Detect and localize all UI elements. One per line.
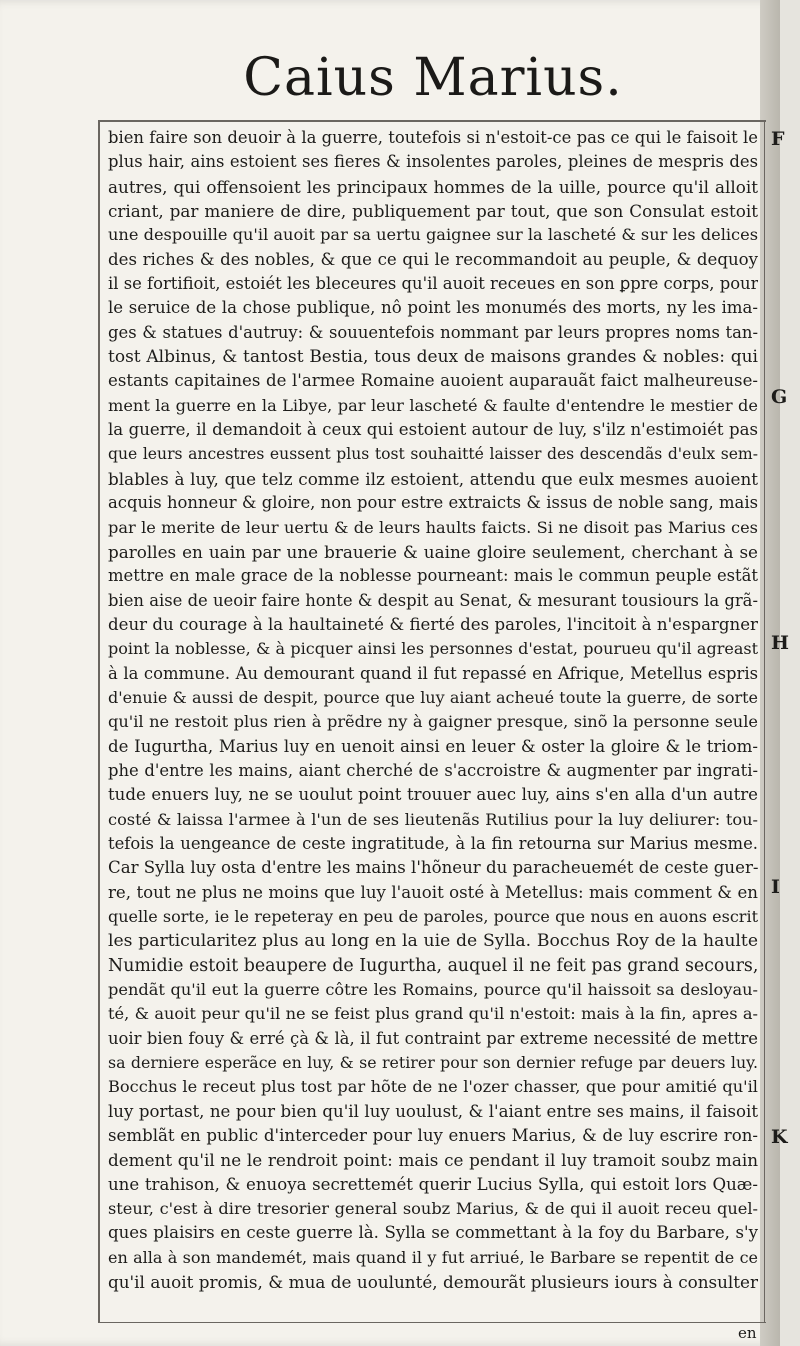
text-line: uoir bien fouy & erré çà & là, il fut contraint par extreme necessité de mettre — [108, 1028, 758, 1048]
text-line: tefois la uengeance de ceste ingratitude, à la fin retourna sur Marius mesme. — [108, 833, 758, 853]
text-line: la guerre, il demandoit à ceux qui estoient autour de luy, s'ilz n'estimoiét pas — [108, 420, 758, 440]
right-rule — [764, 120, 765, 1322]
text-line: bien faire son deuoir à la guerre, toutefois si n'estoit-ce pas ce qui le faisoit le — [108, 128, 758, 147]
text-line: il se fortifioit, estoiét les bleceures qu'il auoit receues en son ꝑpre corps, pour — [108, 274, 758, 294]
text-line: deur du courage à la haultaineté & fierté des paroles, l'incitoit à n'espargner — [108, 614, 758, 634]
text-line: semblãt en public d'interceder pour luy enuers Marius, & de luy escrire ron- — [108, 1126, 758, 1146]
left-rule — [98, 120, 100, 1322]
margin-letter-i: I — [771, 876, 780, 898]
text-line: tost Albinus, & tantost Bestia, tous deux de maisons grandes & nobles: qui — [108, 347, 758, 368]
margin-letter-k: K — [771, 1126, 788, 1148]
text-line: Numidie estoit beaupere de Iugurtha, auquel il ne feit pas grand secours, — [108, 955, 758, 976]
text-line: autres, qui offensoient les principaux hommes de la uille, pource qu'il alloit — [108, 176, 758, 197]
text-line: des riches & des nobles, & que ce qui le recommandoit au peuple, & dequoy — [108, 249, 758, 269]
text-line: à la commune. Au demourant quand il fut repassé en Afrique, Metellus espris — [108, 663, 758, 683]
text-line: blables à luy, que telz comme ilz estoient, attendu que eulx mesmes auoient — [108, 468, 758, 489]
bottom-rule — [98, 1322, 766, 1323]
text-line: sa derniere esperãce en luy, & se retirer pour son dernier refuge par deuers luy. — [108, 1053, 758, 1073]
body-text — [108, 126, 758, 1295]
text-line: criant, par maniere de dire, publiquement par tout, que son Consulat estoit — [108, 201, 758, 222]
text-line: qu'il ne restoit plus rien à prẽdre ny à gaigner presque, sinõ la personne seule — [108, 712, 758, 732]
text-line: qu'il auoit promis, & mua de uoulunté, demourãt plusieurs iours à consulter — [108, 1272, 758, 1293]
text-line: mettre en male grace de la noblesse pourneant: mais le commun peuple estãt — [108, 566, 758, 586]
text-line: une trahison, & enuoya secrettemét querir Lucius Sylla, qui estoit lors Quæ- — [108, 1174, 758, 1194]
catchword: en — [738, 1324, 757, 1342]
text-line: ment la guerre en la Libye, par leur lascheté & faulte d'entendre le mestier de — [108, 395, 758, 415]
margin-letter-h: H — [771, 632, 789, 654]
text-line: une despouille qu'il auoit par sa uertu gaignee sur la lascheté & sur les delices — [108, 225, 758, 245]
text-line: steur, c'est à dire tresorier general soubz Marius, & de qui il auoit receu quel- — [108, 1199, 758, 1219]
text-line: quelle sorte, ie le repeteray en peu de paroles, pource que nous en auons escrit — [108, 907, 758, 926]
text-line: parolles en uain par une brauerie & uaine gloire seulement, cherchant à se — [108, 541, 758, 562]
text-line: d'enuie & aussi de despit, pource que luy aiant acheué toute la guerre, de sorte — [108, 687, 758, 707]
text-line: Bocchus le receut plus tost par hõte de ne l'ozer chasser, que pour amitié qu'il — [108, 1077, 758, 1097]
text-line: en alla à son mandemét, mais quand il y fut arriué, le Barbare se repentit de ce — [108, 1247, 758, 1267]
text-line: acquis honneur & gloire, non pour estre extraicts & issus de noble sang, mais — [108, 493, 758, 513]
text-line: phe d'entre les mains, aiant cherché de s'accroistre & augmenter par ingrati- — [108, 760, 758, 780]
text-line: dement qu'il ne le rendroit point: mais ce pendant il luy tramoit soubz main — [108, 1150, 758, 1171]
top-rule — [100, 120, 766, 122]
text-line: que leurs ancestres eussent plus tost souhaitté laisser des descendãs d'eulx sem- — [108, 445, 758, 464]
text-line: ges & statues d'autruy: & souuentefois nommant par leurs propres noms tan- — [108, 322, 758, 342]
text-line: plus hair, ains estoient ses fieres & insolentes paroles, pleines de mespris des — [108, 152, 758, 172]
text-line: par le merite de leur uertu & de leurs haults faicts. Si ne disoit pas Marius ces — [108, 517, 758, 537]
text-line: ques plaisirs en ceste guerre là. Sylla se commettant à la foy du Barbare, s'y — [108, 1223, 758, 1243]
text-line: estants capitaines de l'armee Romaine auoient auparauãt faict malheureuse- — [108, 371, 758, 391]
text-line: pendãt qu'il eut la guerre côtre les Romains, pource qu'il haissoit sa desloyau- — [108, 980, 758, 1000]
text-line: luy portast, ne pour bien qu'il luy uoulust, & l'aiant entre ses mains, il faisoit — [108, 1101, 758, 1121]
text-line: costé & laissa l'armee à l'un de ses lieutenãs Rutilius pour la luy deliurer: tou- — [108, 809, 758, 829]
text-line: bien aise de ueoir faire honte & despit au Senat, & mesurant tousiours la grã- — [108, 590, 758, 610]
text-line: tude enuers luy, ne se uoulut point trouuer auec luy, ains s'en alla d'un autre — [108, 785, 758, 805]
text-line: Car Sylla luy osta d'entre les mains l'hõneur du paracheuemét de ceste guer- — [108, 858, 758, 878]
margin-letter-f: F — [771, 128, 785, 150]
text-line: de Iugurtha, Marius luy en uenoit ainsi en leuer & oster la gloire & le triom- — [108, 736, 758, 756]
margin-letter-g: G — [771, 386, 788, 408]
text-line: le seruice de la chose publique, nô point les monumés des morts, ny les ima- — [108, 298, 758, 318]
text-line: les particularitez plus au long en la uie de Sylla. Bocchus Roy de la haulte — [108, 931, 758, 952]
text-line: té, & auoit peur qu'il ne se feist plus grand qu'il n'estoit: mais à la fin, apres a- — [108, 1004, 758, 1024]
text-line: re, tout ne plus ne moins que luy l'auoit osté à Metellus: mais comment & en — [108, 882, 758, 902]
text-line: point la noblesse, & à picquer ainsi les personnes d'estat, pourueu qu'il agreast — [108, 639, 758, 659]
running-head: Caius Marius. — [243, 48, 623, 108]
